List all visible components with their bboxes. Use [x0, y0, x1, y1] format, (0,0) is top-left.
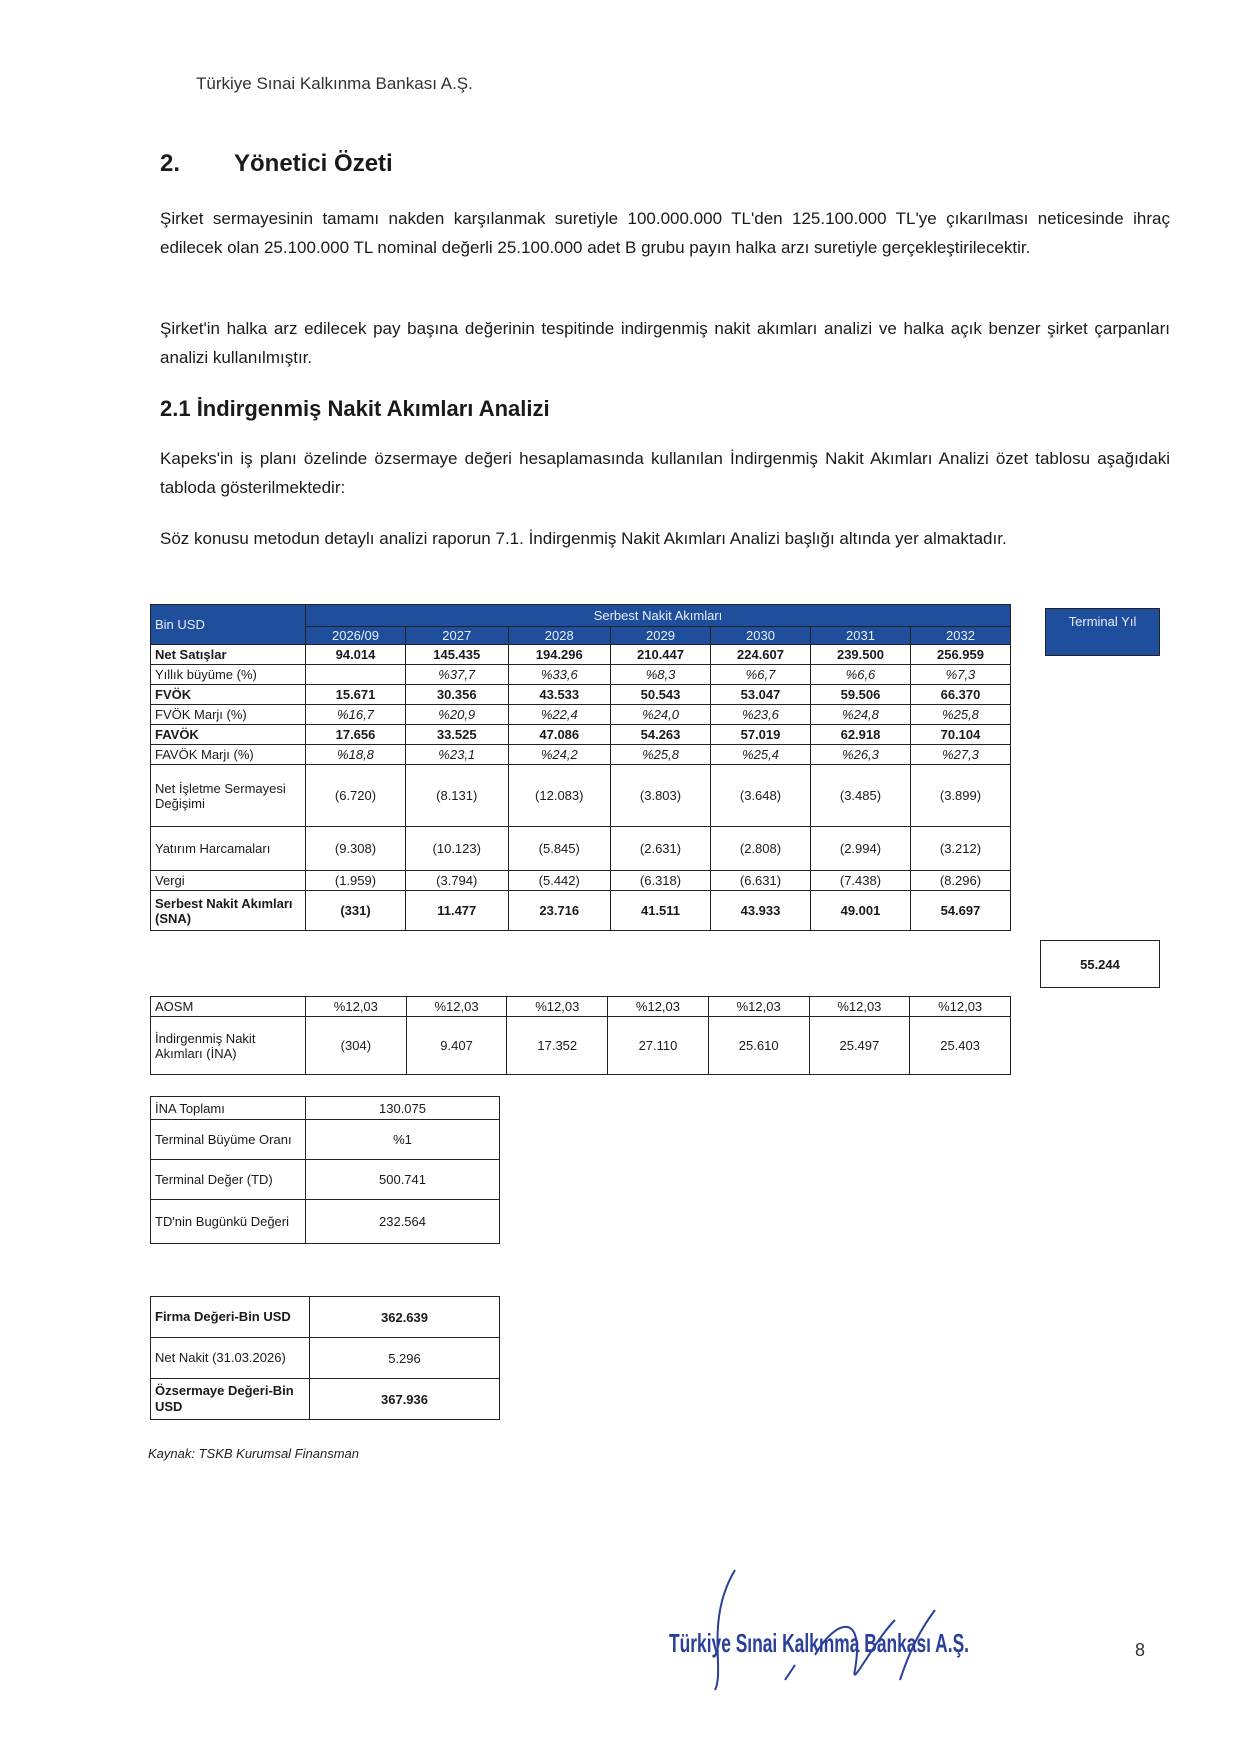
cell-value: (8.131): [405, 765, 508, 827]
cell-value: 66.370: [910, 685, 1010, 705]
firm-value-table: [150, 1296, 500, 1420]
cell-value: 500.741: [306, 1160, 500, 1200]
cell-value: 54.697: [910, 891, 1010, 931]
cell-value: (12.083): [508, 765, 611, 827]
cell-value: (3.485): [810, 765, 910, 827]
row-label: Net Nakit (31.03.2026): [151, 1338, 310, 1379]
cell-value: (7.438): [810, 871, 910, 891]
cell-value: 232.564: [306, 1200, 500, 1244]
cell-value: %12,03: [910, 997, 1011, 1017]
group-header: Serbest Nakit Akımları: [306, 605, 1011, 627]
row-label: Serbest Nakit Akımları (SNA): [151, 891, 306, 931]
row-label: Yatırım Harcamaları: [151, 827, 306, 871]
cell-value: (2.994): [810, 827, 910, 871]
cell-value: %1: [306, 1120, 500, 1160]
table-row: [151, 1379, 500, 1420]
year-header: 2032: [910, 627, 1010, 645]
cell-value: %24,2: [508, 745, 611, 765]
cell-value: (3.794): [405, 871, 508, 891]
cell-value: %25,8: [910, 705, 1010, 725]
cell-value: 47.086: [508, 725, 611, 745]
cell-value: (3.212): [910, 827, 1010, 871]
paragraph: Şirket'in halka arz edilecek pay başına değerinin tespitinde indirgenmiş nakit akımları analizi ve halka açık benzer şirket çarpanları analizi kullanılmıştır.: [160, 319, 1170, 367]
row-label: FAVÖK: [151, 725, 306, 745]
row-label: TD'nin Bugünkü Değeri: [151, 1200, 306, 1244]
row-label: Firma Değeri-Bin USD: [151, 1297, 310, 1338]
cell-value: 17.352: [507, 1017, 608, 1075]
cell-value: 239.500: [810, 645, 910, 665]
row-label: Terminal Büyüme Oranı: [151, 1120, 306, 1160]
cell-value: %12,03: [306, 997, 407, 1017]
year-header: 2030: [711, 627, 811, 645]
cell-value: (9.308): [306, 827, 406, 871]
table-row: [151, 1120, 500, 1160]
cell-value: (5.845): [508, 827, 611, 871]
table-row: [151, 725, 1011, 745]
section-heading: [160, 150, 393, 178]
cell-value: %12,03: [507, 997, 608, 1017]
section-number: 2.: [160, 150, 181, 177]
cell-value: (304): [306, 1017, 407, 1075]
cell-value: (6.318): [611, 871, 711, 891]
cell-value: 194.296: [508, 645, 611, 665]
cell-value: %27,3: [910, 745, 1010, 765]
cell-value: 25.497: [809, 1017, 910, 1075]
cell-value: 145.435: [405, 645, 508, 665]
cell-value: (2.631): [611, 827, 711, 871]
table-row: [151, 645, 1011, 665]
table-row: [151, 685, 1011, 705]
cell-value: %12,03: [809, 997, 910, 1017]
page-header: Türkiye Sınai Kalkınma Bankası A.Ş.: [196, 74, 473, 93]
cell-value: (3.899): [910, 765, 1010, 827]
cell-value: (2.808): [711, 827, 811, 871]
table-row: [151, 765, 1011, 827]
source-note: Kaynak: TSKB Kurumsal Finansman: [148, 1446, 359, 1461]
stamp-lettering: Türkiye Sınai Kalkınma Bankası A.Ş.: [669, 1628, 969, 1658]
cell-value: (10.123): [405, 827, 508, 871]
cell-value: 70.104: [910, 725, 1010, 745]
cell-value: 30.356: [405, 685, 508, 705]
bank-stamp-signature: [665, 1560, 985, 1700]
cell-value: 54.263: [611, 725, 711, 745]
table-row: [151, 827, 1011, 871]
cell-value: 94.014: [306, 645, 406, 665]
cell-value: (6.631): [711, 871, 811, 891]
cell-value: %12,03: [608, 997, 709, 1017]
table-row: [151, 871, 1011, 891]
terminal-summary-table: [150, 1096, 500, 1244]
cell-value: 210.447: [611, 645, 711, 665]
cell-value: %6,6: [810, 665, 910, 685]
row-label: Net İşletme Sermayesi Değişimi: [151, 765, 306, 827]
cell-value: 15.671: [306, 685, 406, 705]
row-label: Vergi: [151, 871, 306, 891]
row-label: FVÖK Marjı (%): [151, 705, 306, 725]
row-label: İndirgenmiş Nakit Akımları (İNA): [151, 1017, 306, 1075]
cell-value: 43.533: [508, 685, 611, 705]
cell-value: 367.936: [310, 1379, 500, 1420]
table-row: [151, 705, 1011, 725]
cell-value: 9.407: [406, 1017, 507, 1075]
cell-value: %24,0: [611, 705, 711, 725]
cell-value: 5.296: [310, 1338, 500, 1379]
cell-value: 11.477: [405, 891, 508, 931]
cell-value: %16,7: [306, 705, 406, 725]
cell-value: (5.442): [508, 871, 611, 891]
cell-value: 62.918: [810, 725, 910, 745]
cell-value: (8.296): [910, 871, 1010, 891]
year-header: 2027: [405, 627, 508, 645]
cell-value: %25,8: [611, 745, 711, 765]
section-title: Yönetici Özeti: [234, 150, 393, 177]
cell-value: 43.933: [711, 891, 811, 931]
cell-value: 256.959: [910, 645, 1010, 665]
cell-value: %23,1: [405, 745, 508, 765]
paragraph: Söz konusu metodun detaylı analizi raporun 7.1. İndirgenmiş Nakit Akımları Analizi başlığı altında yer almaktadır.: [160, 529, 1007, 548]
cell-value: 41.511: [611, 891, 711, 931]
row-label: Özsermaye Değeri-Bin USD: [151, 1379, 310, 1420]
table-row: [151, 745, 1011, 765]
cell-value: 362.639: [310, 1297, 500, 1338]
terminal-year-header: Terminal Yıl: [1045, 608, 1160, 656]
cell-value: 50.543: [611, 685, 711, 705]
cell-value: %37,7: [405, 665, 508, 685]
cell-value: %6,7: [711, 665, 811, 685]
cell-value: (3.803): [611, 765, 711, 827]
row-label: AOSM: [151, 997, 306, 1017]
table-row: [151, 1160, 500, 1200]
cell-value: %8,3: [611, 665, 711, 685]
table-row: [151, 1017, 1011, 1075]
table-row: [151, 997, 1011, 1017]
cell-value: (331): [306, 891, 406, 931]
cell-value: %33,6: [508, 665, 611, 685]
table-row: [151, 1200, 500, 1244]
cell-value: %22,4: [508, 705, 611, 725]
table-row: [151, 1338, 500, 1379]
cell-value: 33.525: [405, 725, 508, 745]
page-number: 8: [1135, 1640, 1146, 1660]
cell-value: [306, 665, 406, 685]
subsection-heading: 2.1 İndirgenmiş Nakit Akımları Analizi: [160, 396, 550, 421]
row-label: Net Satışlar: [151, 645, 306, 665]
cell-value: 25.610: [708, 1017, 809, 1075]
cell-value: %26,3: [810, 745, 910, 765]
cell-value: (1.959): [306, 871, 406, 891]
year-header: 2029: [611, 627, 711, 645]
table-row: [151, 1297, 500, 1338]
cell-value: %24,8: [810, 705, 910, 725]
cell-value: 49.001: [810, 891, 910, 931]
cell-value: 17.656: [306, 725, 406, 745]
year-header: 2031: [810, 627, 910, 645]
cash-flow-table: [150, 604, 1011, 931]
cell-value: %23,6: [711, 705, 811, 725]
row-label: İNA Toplamı: [151, 1097, 306, 1120]
table-row: [151, 665, 1011, 685]
row-label: Yıllık büyüme (%): [151, 665, 306, 685]
row-label: Terminal Değer (TD): [151, 1160, 306, 1200]
cell-value: (6.720): [306, 765, 406, 827]
table-row: [151, 1097, 500, 1120]
unit-label: Bin USD: [151, 605, 306, 645]
paragraph: Kapeks'in iş planı özelinde özsermaye değeri hesaplamasında kullanılan İndirgenmiş Nakit Akımları Analizi özet tablosu aşağıdaki tabloda gösterilmektedir:: [160, 449, 1170, 497]
cell-value: 59.506: [810, 685, 910, 705]
discount-table: [150, 996, 1011, 1075]
cell-value: %20,9: [405, 705, 508, 725]
cell-value: %12,03: [406, 997, 507, 1017]
cell-value: 23.716: [508, 891, 611, 931]
cell-value: (3.648): [711, 765, 811, 827]
cell-value: 130.075: [306, 1097, 500, 1120]
terminal-year-value: 55.244: [1040, 940, 1160, 988]
paragraph: Şirket sermayesinin tamamı nakden karşılanmak suretiyle 100.000.000 TL'den 125.100.000 TL'ye çıkarılması neticesinde ihraç edilecek olan 25.100.000 TL nominal değerli 25.100.000 adet B grubu payın halka arzı suretiyle gerçekleştirilecektir.: [160, 209, 1170, 257]
cell-value: 25.403: [910, 1017, 1011, 1075]
cell-value: %18,8: [306, 745, 406, 765]
row-label: FAVÖK Marjı (%): [151, 745, 306, 765]
table-row: [151, 891, 1011, 931]
row-label: FVÖK: [151, 685, 306, 705]
year-header: 2028: [508, 627, 611, 645]
cell-value: 53.047: [711, 685, 811, 705]
cell-value: %25,4: [711, 745, 811, 765]
year-header: 2026/09: [306, 627, 406, 645]
cell-value: %7,3: [910, 665, 1010, 685]
cell-value: 224.607: [711, 645, 811, 665]
cell-value: 27.110: [608, 1017, 709, 1075]
cell-value: %12,03: [708, 997, 809, 1017]
cell-value: 57.019: [711, 725, 811, 745]
